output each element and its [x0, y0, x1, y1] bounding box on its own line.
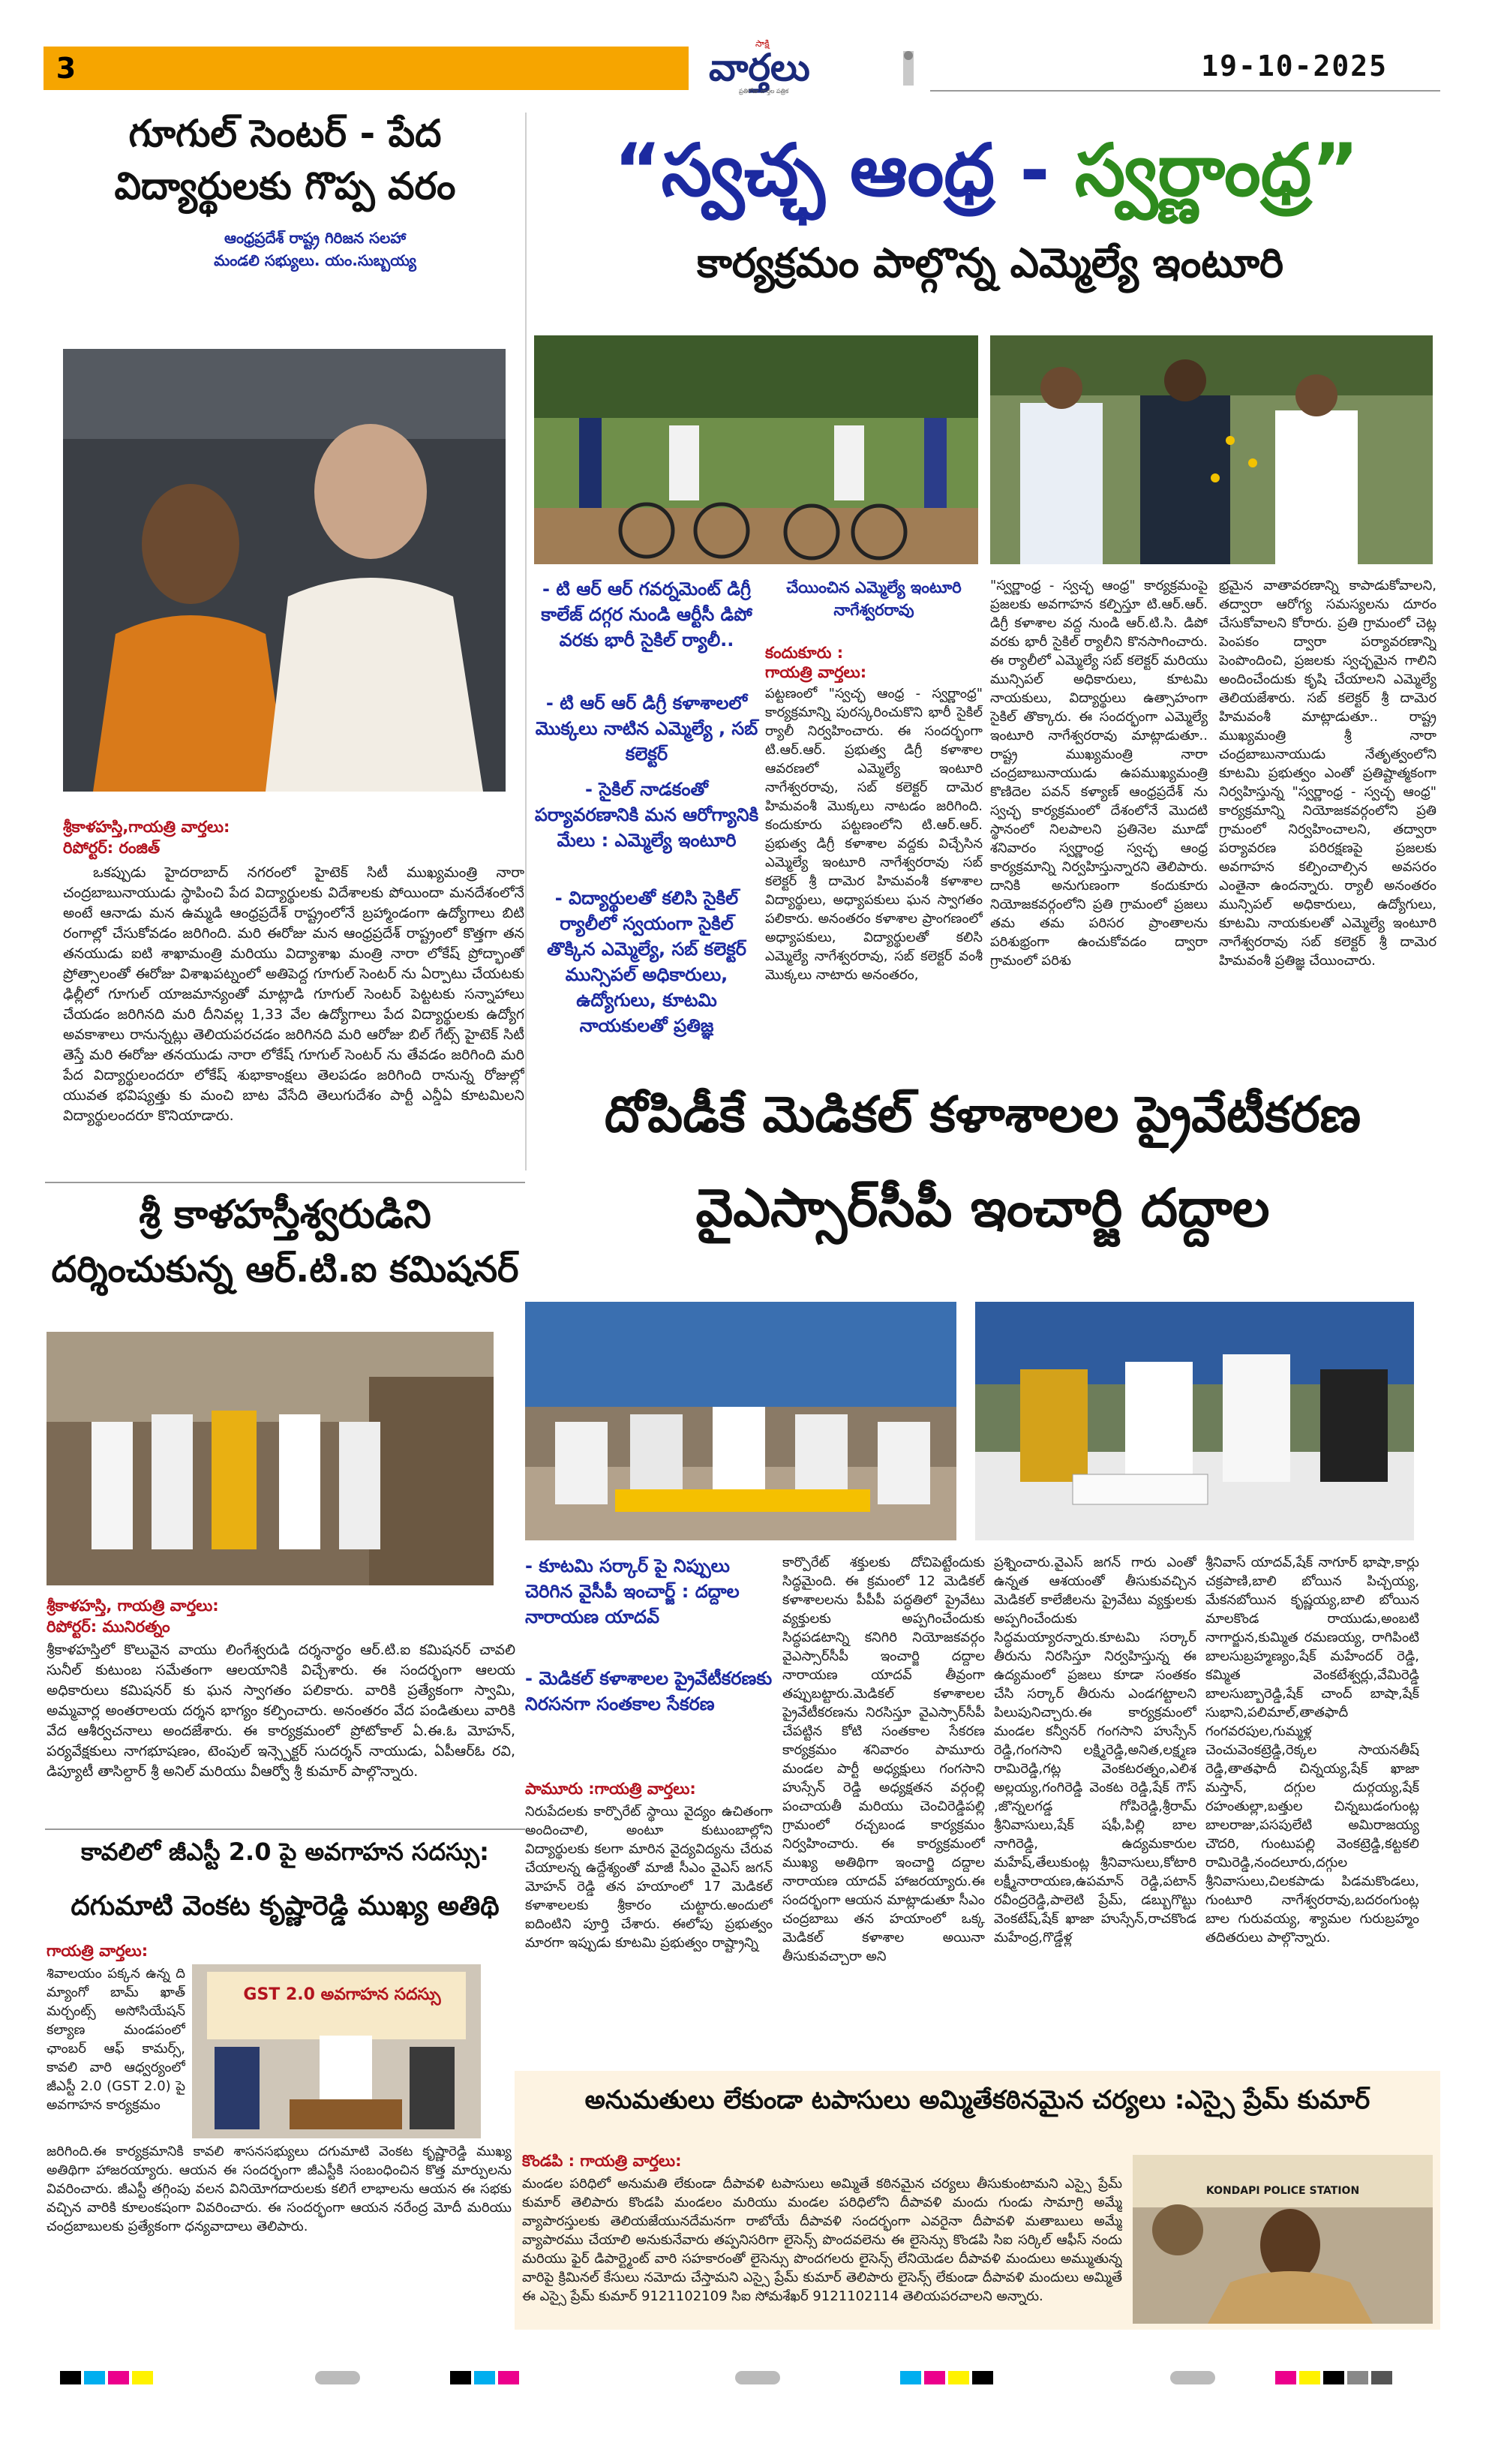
column-divider [525, 113, 527, 1170]
swachh-column-1: పట్టణంలో "స్వచ్ఛ ఆంధ్ర - స్వర్ణాంధ్ర" కార్యక్రమాన్ని పురస్కరించుకొని భారీ సైకిల్ ర్యాలీ నిర్వహించారు. ఈ సందర్భంగా టి.ఆర్.ఆర్. ప్రభుత్వ డిగ్రీ కళాశాల ఆవరణలో ఎమ్మెల్యే ఇంటూరి నాగేశ్వరరావు, సబ్ కలెక్టర్ దామెర హిమవంశీ మొక్కలు నాటడం జరిగింది. కందుకూరు పట్టణంలోని టి.ఆర్.ఆర్. ప్రభుత్వ డిగ్రీ కళాశాల వద్దకు విచ్చేసిన ఎమ్మెల్యే ఇంటూరి నాగేశ్వరరావు సబ్ కలెక్టర్ శ్రీ దామెర హిమవంశీ కళాశాల విద్యార్థులు, అధ్యాపకులు ఘన స్వాగతం పలికారు. అనంతరం కళాశాల ప్రాంగణంలో అధ్యాపకులు, విద్యార్థులతో కలిసి ఎమ్మెల్యే నాగేశ్వరరావు, సబ్ కలెక్టర్ వంశీ మొక్కలు నాటారు అనంతరం, [765, 686, 983, 983]
swachh-headline [525, 129, 1448, 219]
swachh-photo-caption: చేయించిన ఎమ్మెల్యే ఇంటూరి నాగేశ్వరరావు [786, 578, 962, 619]
crackers-body: మండల పరిధిలో అనుమతి లేకుండా దీపావళి టపాసులు అమ్మితే కఠినమైన చర్యలు తీసుకుంటామని ఎస్సై ప్రేమ్ కుమార్ తెలిపారు కొండపి మండలం మరియు మండల పరిధిలోని దీపావళి మందు గుండు సామాగ్రి అమ్మే వ్యాపారస్తులకు తెలియజేయునదేమనగా రాబోయే దీపావళి సందర్భంగా ఎవరైనా దీపావళి మతాబులు అమ్మే వ్యాపారము చేయాలి అనుకునేవారు తప్పనిసరిగా లైసెన్స్ పొందవలెను ఈ లైసెన్సు కొండపి సిఐ సర్కిల్ ఆఫీస్ నందు మరియు ఫైర్ డిపార్ట్మెంట్ వారి సహకారంతో లైసెన్సు పొందగలరు లైసెన్స్ లేనియెడల దీపావళి మందులు అమ్ముతున్న వారిపై క్రిమినల్ కేసులు నమోదు చేస్తామని ఎస్సై ప్రేమ్ కుమార్ తెలిపారు లైసెన్స్ లేకుండా దీపావళి మందులు అమ్మితే ఈ ఎస్సై ప్రేమ్ కుమార్ 9121102109 సిఐ సోమశేఖర్ 9121102114 తెలియపరచాలని అన్నారు. [522, 2176, 1122, 2304]
gst-headline-1: కావలిలో జీఎస్టీ 2.0 పై అవగాహన సదస్సు: [81, 1837, 489, 1866]
swachh-bullet-1: - టి ఆర్ ఆర్ గవర్నమెంట్ డిగ్రీ కాలేజ్ దగ్గర నుండి ఆర్టీసీ డిపో వరకు భారీ సైకిల్ ర్యాలీ.. [541, 578, 752, 651]
swachh-bullet-4: - విద్యార్థులతో కలిసి సైకిల్ ర్యాలీలో స్వయంగా సైకిల్ తొక్కిన ఎమ్మెల్యే, సబ్ కలెక్టర్ మున్సిపల్ అధికారులు, ఉద్యోగులు, కూటమి నాయకులతో ప్రతిజ్ఞ [547, 888, 746, 1036]
kalahasti-dateline: శ్రీకాళహస్తి, గాయత్రి వార్తలు: [47, 1597, 219, 1615]
logo-text: వార్తలు [709, 46, 810, 89]
google-body: ఒకప్పుడు హైదరాబాద్ నగరంలో హైటెక్ సిటీ ముఖ్యమంత్రి నారా చంద్రబాబునాయుడు స్థాపించి పేద విద్యార్థులకు విదేశాలకు పోయిందా మనదేశంలోనే అంటే ఆనాడు మన ఉమ్మడి ఆంధ్రప్రదేశ్ రాష్ట్రంలోనే బ్రహ్మాండంగా ఉద్యోగాలు బిటి రంగాల్లో చేసుకోవడం జరిగింది. మరి ఈరోజు మన ఆంధ్రప్రదేశ్ రాష్ట్రంలో కొత్తగా తన తనయుడు ఐటి శాఖామంత్రి మరియు విద్యాశాఖ మంత్రి నారా లోకేష్ ప్రోద్భాంతో ప్రోత్సాలంతో ఈరోజు విశాఖపట్నంలో అతిపెద్ద గూగుల్ సెంటర్ ను ఏర్పాటు చేయటకు ఢిల్లీలో గూగుల్ యాజమాన్యంతో మాట్లాడి గూగుల్ సెంటర్ పెట్టటకు సన్నాహాలు చేయడం జరిగినది మరి దీనివల్ల 1,33 వేల ఉద్యోగాలు పేద విద్యార్థులకు ఉద్యోగ అవకాశాలు రానున్నట్లు తెలియపరచడం జరిగినది మరి ఆరోజు బిల్ గేట్స్ హైటెక్ సిటీ తెస్తే మరి ఈరోజు తనయుడు నారా లోకేష్ గూగుల్ సెంటర్ ను తేవడం జరిగింది మరి పేద విద్యార్థులందరూ లోకేష్ శుభాకాంక్షలు తెలపడం జరిగింది రానున్న రోజుల్లో యువత భవిష్యత్తు కు మంచి బాట వేసేది తెలుగుదేశం పార్టీ ఎన్డీఏ కూటమిలని విద్యార్థులందరూ కొనియాడారు. [63, 864, 524, 1124]
swachh-column-3: భ్రమైన వాతావరణాన్ని కాపాడుకోవాలని, తద్వారా ఆరోగ్య సమస్యలను దూరం చేసుకోవాలని కోరారు. ప్రతి గ్రామంలో చెట్ల పెంపకం ద్వారా పర్యావరణాన్ని పెంపొందించి, ప్రజలకు స్వచ్ఛమైన గాలిని అందించేందుకు కృషి చేయాలని ఎమ్మెల్యే తెలియజేశారు. సబ్ కలెక్టర్ శ్రీ దామెర హిమవంశీ మాట్లాడుతూ.. రాష్ట్ర ముఖ్యమంత్రి శ్రీ నారా చంద్రబాబునాయుడు నేతృత్వంలోని కూటమి ప్రభుత్వం ఎంతో ప్రతిష్టాత్మకంగా నిర్వహిస్తున్న "స్వర్ణాంధ్ర - స్వచ్ఛ ఆంధ్ర" కార్యక్రమాన్ని నియోజకవర్గంలోని ప్రతి గ్రామంలో నిర్వహించాలని, తద్వారా పర్యావరణ పరిరక్షణపై ప్రజలకు అవగాహన కల్పించాల్సిన అవసరం ఎంతైనా ఉందన్నారు. ర్యాలీ అనంతరం మున్సిపల్ అధికారులు, ఉద్యోగులు, కూటమి నాయకులతో ఎమ్మెల్యే ఇంటూరి నాగేశ్వరరావు సబ్ కలెక్టర్ శ్రీ దామెర హిమవంశీ ప్రతిజ్ఞ చేయించారు. [1219, 578, 1436, 969]
masthead-logo [709, 38, 919, 101]
medical-bullet-1: - కూటమి సర్కార్ పై నిప్పులు చెరిగిన వైసీపీ ఇంచార్జ్ : దద్దాల నారాయణ యాదవ్ [525, 1555, 740, 1627]
police-station-sign: KONDAPI POLICE STATION [1205, 2185, 1360, 2197]
medical-headline-2: వైఎస్సార్‌సీపీ ఇంచార్జి దద్దాల [695, 1177, 1270, 1239]
kalahasti-headline-2: దర్శించుకున్న ఆర్.టి.ఐ కమిషనర్ [51, 1249, 519, 1291]
swachh-subhead: కార్యక్రమం పాల్గొన్న ఎమ్మెల్యే ఇంటూరి [696, 239, 1284, 287]
section-rule [45, 1182, 525, 1183]
medical-photo-signing [975, 1302, 1414, 1540]
medical-dateline: పామూరు :గాయత్రి వార్తలు: [525, 1780, 696, 1798]
swachh-photo-rally [534, 335, 978, 564]
gst-headline-2: దగుమాటి వెంకట కృష్ణారెడ్డి ముఖ్య అతిథి [71, 1891, 500, 1922]
google-photo [63, 349, 506, 792]
google-subhead-2: మండలి సభ్యులు. యం.సుబ్బయ్య [214, 251, 416, 269]
crackers-dateline: కొండపి : గాయత్రి వార్తలు: [522, 2152, 682, 2170]
kalahasti-reporter: రిపోర్టర్: మునిరత్నం [47, 1618, 170, 1636]
gst-photo [192, 1964, 481, 2138]
gst-dateline: గాయత్రి వార్తలు: [47, 1942, 149, 1960]
gst-banner-text: GST 2.0 అవగాహన సదస్సు [243, 1985, 441, 2004]
medical-column-1: నిరుపేదలకు కార్పొరేట్ స్థాయి వైద్యం ఉచితంగా అందించాలి, అంటూ కుటుంబాల్లోని విద్యార్థులకు కలగా మారిన వైద్యవిద్యను చేరువ చేయాలన్న ఉద్దేశ్యంతో మాజీ సీఎం వైఎస్ జగన్ మోహన్ రెడ్డి తన హయాంలో 17 మెడికల్ కళాశాలలకు శ్రీకారం చుట్టారు.అందులో ఐదింటిని పూర్తి చేశారు. ఈలోపు ప్రభుత్వం మారగా ఇప్పుడు కూటమి ప్రభుత్వం రాష్ట్రాన్ని [525, 1804, 773, 1951]
logo-top-text: సాక్షి [755, 38, 770, 49]
swachh-bullet-3: - సైకిల్ నాడకంతో పర్యావరణానికి మన ఆరోగ్యానికి మేలు : ఎమ్మెల్యే ఇంటూరి [534, 779, 759, 851]
swachh-dateline: కందుకూరు : [765, 644, 844, 662]
kalahasti-photo [47, 1332, 494, 1585]
section-rule-2 [45, 1828, 525, 1830]
google-subhead-1: ఆంధ్రప్రదేశ్ రాష్ట్ర గిరిజన సలహా [224, 229, 406, 247]
swachh-reporter: గాయత్రి వార్తలు: [765, 663, 867, 681]
medical-column-2: కార్పొరేట్ శక్తులకు దోచిపెట్టేందుకు సిద్ధమైంది. ఈ క్రమంలో 12 మెడికల్ కళాశాలలను పీపీపీ పద్ధతిలో ప్రైవేటు వ్యక్తులకు అప్పగించేందుకు సిద్ధపడటాన్ని కనిగిరి నియోజకవర్గం వైఎస్సార్‌సీపీ ఇంచార్జి దద్దాల నారాయణ యాదవ్ తీవ్రంగా తప్పుబట్టారు.మెడికల్ కళాశాలల ప్రైవేటీకరణను నిరసిస్తూ వైఎస్సార్‌సీపీ చేపట్టిన కోటి సంతకాల సేకరణ కార్యక్రమం శనివారం పామూరు మండల పార్టీ అధ్యక్షులు గంగసాని హుస్సేన్ రెడ్డి అధ్యక్షతన వర్గంల్లి పంచాయతీ మరియు చెంచిరెడ్డిపల్లి గ్రామంలో రచ్చబండ కార్యక్రమం నిర్వహించారు. ఈ కార్యక్రమంలో ముఖ్య అతిథిగా ఇంచార్జి దద్దాల నారాయణ యాదవ్ హాజరయ్యారు.ఈ సందర్భంగా ఆయన మాట్లాడుతూ సీఎం చంద్రబాబు తన హయాంలో ఒక్క మెడికల్ కళాశాల అయినా తీసుకువచ్చారా అని [782, 1555, 985, 1964]
logo-subtitle: ప్రతిరోజు వార్తల పత్రిక [739, 88, 789, 95]
medical-photo-meeting [525, 1302, 956, 1540]
swachh-headline-part2: స్వర్ణాంధ్ర” [1074, 128, 1359, 212]
page-number: 3 [44, 47, 89, 90]
google-headline-1: గూగుల్ సెంటర్ - పేద [128, 112, 442, 155]
medical-headline-1: దోపిడీకే మెడికల్ కళాశాలల ప్రైవేటీకరణ [604, 1086, 1361, 1143]
masthead-rule [930, 90, 1440, 92]
logo-figure-icon [900, 47, 917, 90]
google-headline-2: విద్యార్థులకు గొప్ప వరం [114, 164, 456, 208]
kalahasti-headline-1: శ్రీ కాళహస్తీశ్వరుడిని [139, 1192, 431, 1237]
swachh-column-2: "స్వర్ణాంధ్ర - స్వచ్ఛ ఆంధ్ర" కార్యక్రమంపై ప్రజలకు అవగాహన కల్పిస్తూ టి.ఆర్.ఆర్. డిగ్రీ కళాశాల వద్ద నుండి ఆర్.టి.సి. డిపో వరకు భారీ సైకిల్ ర్యాలీని కొనసాగించారు. ఈ ర్యాలీలో ఎమ్మెల్యే సబ్ కలెక్టర్ మరియు మున్సిపల్ అధికారులు, కూటమి నాయకులు, విద్యార్థులు ఉత్సాహంగా సైకిల్ తొక్కారు. ఈ సందర్భంగా ఎమ్మెల్యే ఇంటూరి నాగేశ్వరరావు మాట్లాడుతూ.. రాష్ట్ర ముఖ్యమంత్రి నారా చంద్రబాబునాయుడు ఉపముఖ్యమంత్రి కొణిదెల పవన్ కళ్యాణ్ ఆంధ్రప్రదేశ్ ను స్వచ్ఛ కార్యక్రమంలో దేశంలోనే మొదటి స్థానంలో నిలపాలని ప్రతినెల మూడో శనివారం స్వర్ణాంధ్ర స్వచ్ఛ ఆంధ్ర కార్యక్రమాన్ని నిర్వహిస్తున్నారని తెలిపారు. దానికి అనుగుణంగా కందుకూరు నియోజకవర్గంలోని ప్రతి గ్రామంలో ప్రజలు తమ తమ పరిసర ప్రాంతాలను పరిశుభ్రంగా ఉంచుకోవడం ద్వారా గ్రామంలో పరిశు [990, 578, 1208, 969]
kalahasti-body: శ్రీకాళహస్తిలో కొలువైన వాయు లింగేశ్వరుడి దర్శనార్థం ఆర్.టి.ఐ కమిషనర్ చావలి సునీల్ కుటుంబ సమేతంగా ఆలయానికి విచ్చేశారు. ఈ సందర్భంగా ఆలయ అధికారులు కమిషనర్ కు ఘన స్వాగతం పలికారు. వారికి ప్రత్యేకంగా స్వామి, అమ్మవార్ల అంతరాలయ దర్శన భాగ్యం కల్పించారు. అనంతరం వేద పండితులు వారికి వేద ఆశీర్వచనాలు అందజేశారు. ఈ కార్యక్రమంలో ప్రోటోకాల్ ఏ.ఈ.ఓ మోహన్, పర్యవేక్షకులు నాగభూషణం, టెంపుల్ ఇన్స్పెక్టర్ సుదర్శన్ నాయుడు, ఏపీఆర్ఓ రవి, డిప్యూటీ తాసిల్దార్ శ్రీ అనిల్ మరియు వీఆర్వో శ్రీ కుమార్ పాల్గొన్నారు. [47, 1642, 515, 1780]
google-reporter: రిపోర్టర్: రంజిత్ [63, 839, 161, 857]
swachh-bullet-2: - టి ఆర్ ఆర్ డిగ్రీ కళాశాలలో మొక్కలు నాటిన ఎమ్మెల్యే , సబ్ కలెక్టర్ [535, 693, 758, 765]
crackers-photo-si [1133, 2155, 1433, 2324]
google-dateline: శ్రీకాళహస్తి,గాయత్రి వార్తలు: [63, 818, 230, 836]
crackers-headline: అనుమతులు లేకుండా టపాసులు అమ్మితేకఠినమైన చర్యలు :ఎస్సై ప్రేమ్ కుమార్ [584, 2085, 1370, 2115]
gst-body: జరిగింది.ఈ కార్యక్రమానికి కావలి శాసనసభ్యులు దగుమాటి వెంకట కృష్ణారెడ్డి ముఖ్య అతిథిగా హాజరయ్యారు. ఆయన ఈ సందర్భంగా జీఎస్టీకి సంబంధించిన కొత్త మార్పులను వివరించారు. జీఎస్టీ తగ్గింపు వలన వినియోగదారులకు కలిగే లాభాలను ఆయన ఈ సభకు వచ్చిన వారికి కూలంకషంగా వివరించారు. ఈ సందర్భంగా ఆయన నరేంద్ర మోదీ మరియు చంద్రబాబులకు ప్రత్యేకంగా ధన్యవాదాలు తెలిపారు. [47, 2144, 512, 2234]
print-color-bar [0, 2371, 1489, 2393]
medical-column-3: ప్రశ్నించారు.వైఎస్ జగన్ గారు ఎంతో ఉన్నత ఆశయంతో తీసుకువచ్చిన మెడికల్ కాలేజీలను ప్రైవేటు వ్యక్తులకు అప్పగించేందుకు సిద్ధమయ్యారన్నారు.కూటమి సర్కార్ తీరును నిరసిస్తూ నిర్వహిస్తున్న ఈ ఉద్యమంలో ప్రజలు కూడా సంతకం చేసి సర్కార్ తీరును ఎండగట్టాలని పిలుపునిచ్చారు.ఈ కార్యక్రమంలో మండల కన్వీనర్ గంగసాని హుస్సేన్ రెడ్డి,గంగసాని లక్ష్మిరెడ్డి,అనిత,లక్ష్మణ రామిరెడ్డి,గట్ల వెంకటరత్నం,ఎలిశ అల్లయ్య,గంగిరెడ్డి వెంకట రెడ్డి,షేక్ గౌస్ ,జొన్నలగడ్డ గోపిరెడ్డి,శ్రీరామ్ శ్రీనివాసులు,షేక్ షఫీ,పిల్లి బాల నాగిరెడ్డి, ఉద్యమకారుల మహేష్,తేలుకుంట్ల శ్రీనివాసులు,కోటారి లక్ష్మీనారాయణ,ఉపమాన్ రెడ్డి,పటాన్ రవీంద్రరెడ్డి,పాలెటి ప్రేమ్, డబ్బుగొట్టు వెంకటేష్,షేక్ ఖాజా హుస్సేన్,రాచకొండ మహేంద్ర,గొడ్డేళ్ల [994, 1555, 1196, 1946]
gst-intro: శివాలయం పక్కన ఉన్న ది మ్యాంగో బామ్ ఖాత్ మర్చంట్స్ అసోసియేషన్ కల్యాణ మండపంలో ఛాంబర్ ఆఫ్ కామర్స్, కావలి వారి ఆధ్వర్యంలో జీఎస్టీ 2.0 (GST 2.0) పై అవగాహన కార్యక్రమం [47, 1966, 185, 2113]
medical-bullet-2: - మెడికల్ కళాశాలల ప్రైవేటీకరణకు నిరసనగా సంతకాల సేకరణ [525, 1668, 773, 1714]
masthead-bar [89, 47, 689, 90]
issue-date: 19-10-2025 [1201, 50, 1388, 83]
swachh-headline-part1: “స్వచ్ఛ ఆంధ్ర - [614, 128, 1050, 212]
medical-column-4: శ్రీనివాస్ యాదవ్,షేక్ నాగూర్ భాషా,కార్లు చక్రపాణి,బాలి బోయిన పిచ్చయ్య, మేకనబోయిన కృష్ణయ్య,బాలి బోయిన మాలకొండ రాయుడు,అంబటి నాగార్జున,కుమ్మిత రమణయ్య, రాగిపింటి బాలసుబ్రహ్మణ్యం,షేక్ మహేందర్ రెడ్డి, కమ్మిత వెంకటేశ్వర్లు,వేమిరెడ్డి బాలసుబ్బారెడ్డి,షేక్ చాంద్ బాషా,షేక్ సుభాని,పలిమాల్,తాతఫాదీ గంగవరపుల,గుమ్మళ్ల చెంచువెంకట్రెడ్డి,రెక్కల సాయనతీష్ రెడ్డి,తాతఫాదీ చిన్నయ్య,షేక్ ఖాజా మస్తాన్, దగ్గుల దుర్గయ్య,షేక్ రహంతుల్లా,బత్తుల చిన్నబుడంగుంట్ల బాలరాజు,పసపులేటి అమిరాజయ్య చౌదరి, గుంటుపల్లి వెంకట్రెడ్డి,కట్టకలి రామిరెడ్డి,నందలూరు,దగ్గుల శ్రీనివాసులు,చిలకపాడు పిడమకొండలు, గుంటూరి నాగేశ్వరరావు,బదరంగుంట్ల బాల గురువయ్య, శ్యామల గురుబ్రహ్మం తదితరులు పాల్గొన్నారు. [1205, 1555, 1419, 1946]
swachh-photo-celebration [990, 335, 1433, 564]
